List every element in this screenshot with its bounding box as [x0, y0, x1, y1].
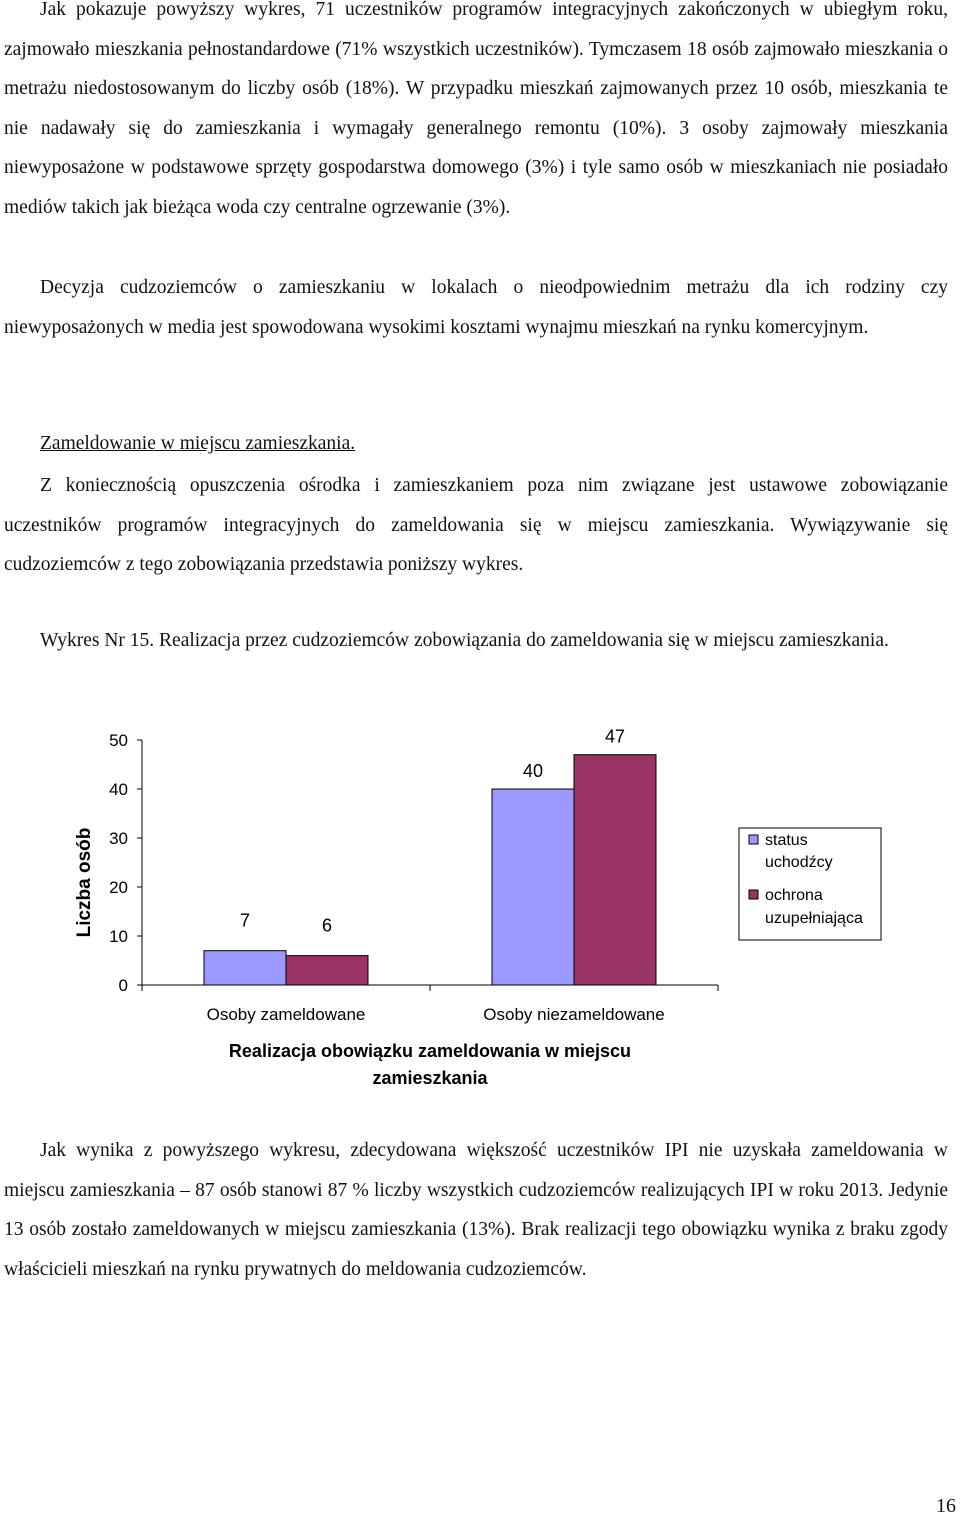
- section-heading: Zameldowanie w miejscu zamieszkania.: [40, 433, 356, 454]
- y-axis-title: Liczba osób: [74, 827, 95, 938]
- paragraph-decision: Decyzja cudzoziemców o zamieszkaniu w lokalach o nieodpowiednim metrażu dla ich rodziny czy niewyposażonych w media jest spowodowana wysokimi kosztami wynajmu mieszkań na rynku komercyjnym.: [4, 277, 948, 338]
- registration-bar-chart: [0, 700, 960, 1100]
- bar-1-1: [204, 951, 286, 985]
- bar-data-label: 7: [239, 910, 251, 931]
- bar-2-2: [574, 755, 656, 985]
- bar-data-label: 47: [604, 726, 626, 747]
- x-tick-label: Osoby niezameldowane: [483, 1005, 665, 1024]
- bar-1-2: [286, 956, 368, 985]
- legend-label: status uchodźcy: [765, 832, 833, 871]
- y-tick-label: 40: [109, 780, 128, 799]
- x-tick-label: Osoby zameldowane: [206, 1005, 366, 1024]
- figure-caption: Wykres Nr 15. Realizacja przez cudzoziemców zobowiązania do zameldowania się w miejscu zamieszkania.: [40, 630, 889, 651]
- bar-data-label: 40: [522, 761, 544, 781]
- bar-data-label: 6: [321, 915, 333, 936]
- y-tick-label: 0: [118, 976, 128, 995]
- paragraph-conclusion: Jak wynika z powyższego wykresu, zdecydowana większość uczestników IPI nie uzyskała zameldowania w miejscu zamieszkania – 87 osób stanowi 87 % liczby wszystkich cudzoziemców realizujących IPI w roku 2013. Jedynie 13 osób zostało zameldowanych w miejscu zamieszkania (13%). Brak realizacji tego obowiązku wynika z braku zgody właścicieli mieszkań na rynku prywatnych do meldowania cudzoziemców.: [4, 1140, 948, 1280]
- x-axis-title: Realizacja obowiązku zameldowania w miejscu zamieszkania: [228, 1041, 632, 1088]
- legend-label: ochrona uzupełniająca: [765, 887, 863, 927]
- paragraph-registration: Z koniecznością opuszczenia ośrodka i zamieszkaniem poza nim związane jest ustawowe zobowiązanie uczestników programów integracyjnych do zameldowania się w miejscu zamieszkania. Wywiązywanie się cudzoziemców z tego zobowiązania przedstawia poniższy wykres.: [4, 475, 948, 575]
- y-tick-label: 50: [109, 731, 128, 750]
- legend-swatch: [749, 835, 758, 844]
- y-tick-label: 10: [109, 927, 128, 946]
- y-tick-label: 20: [109, 878, 128, 897]
- paragraph-housing: Jak pokazuje powyższy wykres, 71 uczestników programów integracyjnych zakończonych w ubiegłym roku, zajmowało mieszkania pełnostandardowe (71% wszystkich uczestników). Tymczasem 18 osób zajmowało mieszkania o metrażu niedostosowanym do liczby osób (18%). W przypadku mieszkań zajmowanych przez 10 osób, mieszkania te nie nadawały się do zamieszkania i wymagały generalnego remontu (10%). 3 osoby zajmowały mieszkania niewyposażone w podstawowe sprzęty gospodarstwa domowego (3%) i tyle samo osób w mieszkaniach nie posiadało mediów takich jak bieżąca woda czy centralne ogrzewanie (3%).: [4, 0, 948, 218]
- y-tick-label: 30: [109, 829, 128, 848]
- chart-bars: [204, 755, 656, 985]
- page-number: 16: [936, 1495, 956, 1517]
- chart-legend: [739, 828, 881, 940]
- bar-2-1: [492, 789, 574, 985]
- legend-swatch: [749, 890, 758, 899]
